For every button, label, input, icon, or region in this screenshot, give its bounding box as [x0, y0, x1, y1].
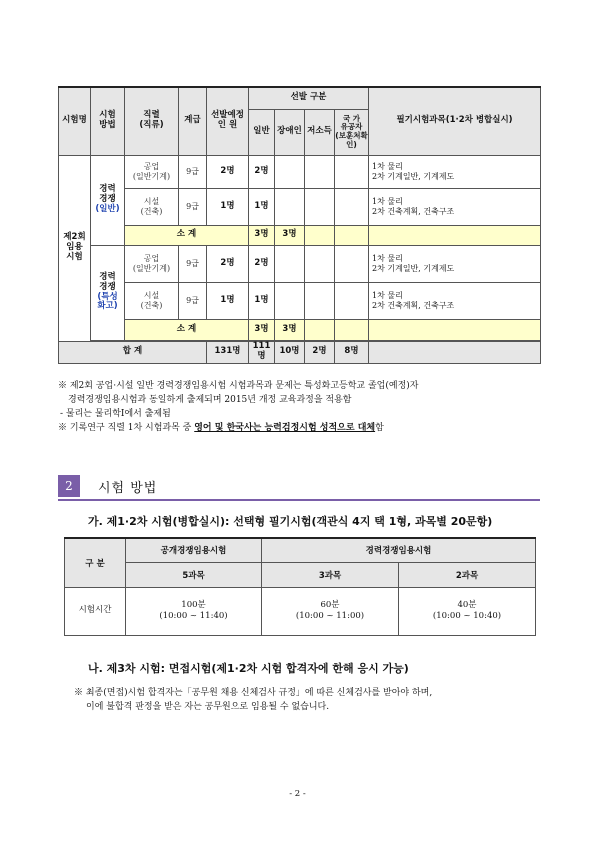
header-job: 직렬 (직류): [125, 87, 179, 155]
total-subjects: [369, 341, 541, 363]
header-selection: 선발 구분: [249, 87, 369, 109]
note-3: [58, 422, 540, 436]
note-3-pre: ※ 기록연구 직렬 1차 시험과목 중: [58, 422, 195, 433]
general-cell: 1명: [249, 188, 275, 225]
total-disabled: 10명: [275, 341, 305, 363]
general-cell: 1명: [249, 282, 275, 319]
total-label: 합 계: [59, 341, 207, 363]
exam-time-table: [64, 537, 536, 636]
col-label: 구 분: [65, 538, 126, 587]
time-career-2: [399, 587, 536, 635]
subtotal-planned: 3명: [249, 319, 275, 340]
lowincome-cell: [305, 155, 335, 188]
note-1b: 경력경쟁임용시험과 동일하게 출제되며 2015년 개정 교육과정을 적용함: [68, 394, 352, 405]
interview-note-line1: ※ 최종(면접)시험 합격자는「공무원 채용 신체검사 규정」에 따른 신체검사를 받아야 하며,: [74, 688, 433, 698]
section-title: 시험 방법: [98, 481, 158, 496]
subjects-cell: 1차 물리 2차 건축계획, 건축구조: [369, 188, 541, 225]
time-career-1: [262, 587, 399, 635]
method-label: 경력 경쟁: [99, 271, 116, 292]
duration: 60분: [320, 599, 340, 610]
disabled-cell: [275, 188, 305, 225]
general-cell: 2명: [249, 155, 275, 188]
header-general: 일반: [249, 109, 275, 155]
disabled-cell: [275, 282, 305, 319]
table-notes: [58, 380, 540, 436]
header-subjects: 필기시험과목(1·2차 병합실시): [369, 87, 541, 155]
merit-cell: [335, 282, 369, 319]
open-subject-count: 5과목: [126, 562, 262, 587]
subtotal-cell: [335, 225, 369, 245]
header-open-exam: 공개경쟁임용시험: [126, 538, 262, 562]
job-cell: 시설 (건축): [125, 188, 179, 225]
total-planned: 131명: [207, 341, 249, 363]
planned-cell: 2명: [207, 155, 249, 188]
grade-cell: 9급: [179, 188, 207, 225]
total-lowincome: 2명: [305, 341, 335, 363]
planned-cell: 1명: [207, 188, 249, 225]
lowincome-cell: [305, 245, 335, 282]
header-grade: 계급: [179, 87, 207, 155]
method-type: (일반): [95, 203, 120, 214]
general-cell: 2명: [249, 245, 275, 282]
page-number: - 2 -: [289, 789, 306, 799]
subsection-interview: 나. 제3차 시험: 면접시험(제1·2차 시험 합격자에 한해 응시 가능): [88, 662, 409, 675]
exam-name: 제2회 임용 시험: [59, 155, 91, 341]
header-disabled: 장애인: [275, 109, 305, 155]
recruitment-table: [58, 86, 541, 364]
subsection-written-exam: 가. 제1·2차 시험(병합실시): 선택형 필기시험(객관식 4지 택 1형, 과목별 20문항): [88, 515, 493, 528]
note-3-post: 함: [375, 422, 384, 433]
time-range: (10:00 ~ 11:40): [159, 611, 228, 621]
job-cell: 공업 (일반기계): [125, 155, 179, 188]
total-general: 111명: [249, 341, 275, 363]
method-general: [91, 155, 125, 245]
header-exam: 시험명: [59, 87, 91, 155]
method-type: (특성 화고): [97, 291, 118, 312]
header-merit: 국 가 유공자 (보훈처확인): [335, 109, 369, 155]
interview-note: [74, 686, 534, 715]
career-subject-count-1: 3과목: [262, 562, 399, 587]
header-method: 시험 방법: [91, 87, 125, 155]
duration: 40분: [457, 599, 477, 610]
merit-cell: [335, 245, 369, 282]
subtotal-cell: [369, 225, 541, 245]
subtotal-general: 3명: [275, 225, 305, 245]
time-range: (10:00 ~ 10:40): [432, 611, 502, 621]
lowincome-cell: [305, 188, 335, 225]
disabled-cell: [275, 155, 305, 188]
section-number: 2: [58, 475, 80, 497]
note-3-emphasis: 영어 및 한국사는 능력검정시험 성적으로 대체: [194, 422, 376, 433]
subtotal-cell: [335, 319, 369, 340]
planned-cell: 1명: [207, 282, 249, 319]
section-header: [58, 473, 540, 501]
career-subject-count-2: 2과목: [399, 562, 536, 587]
total-merit: 8명: [335, 341, 369, 363]
interview-note-line2: 이에 불합격 판정을 받은 자는 공무원으로 임용될 수 없습니다.: [86, 702, 330, 713]
subtotal-label: 소 계: [125, 319, 249, 340]
grade-cell: 9급: [179, 155, 207, 188]
duration: 100분: [181, 599, 206, 610]
method-label: 경력 경쟁: [99, 184, 116, 205]
subtotal-cell: [305, 225, 335, 245]
subtotal-cell: [369, 319, 541, 340]
header-career-exam: 경력경쟁임용시험: [262, 538, 536, 562]
grade-cell: 9급: [179, 282, 207, 319]
method-specialized: [91, 245, 125, 340]
subtotal-label: 소 계: [125, 225, 249, 245]
header-lowincome: 저소득: [305, 109, 335, 155]
subtotal-planned: 3명: [249, 225, 275, 245]
merit-cell: [335, 188, 369, 225]
subtotal-general: 3명: [275, 319, 305, 340]
header-planned: 선발예정 인 원: [207, 87, 249, 155]
subtotal-cell: [305, 319, 335, 340]
subjects-cell: 1차 물리 2차 건축계획, 건축구조: [369, 282, 541, 319]
planned-cell: 2명: [207, 245, 249, 282]
subjects-cell: 1차 물리 2차 기계일반, 기계제도: [369, 155, 541, 188]
lowincome-cell: [305, 282, 335, 319]
note-1a: ※ 제2회 공업·시설 일반 경력경쟁임용시험 시험과목과 문제는 특성화고등학교 졸업(예정)자: [58, 381, 419, 391]
merit-cell: [335, 155, 369, 188]
grade-cell: 9급: [179, 245, 207, 282]
job-cell: 시설 (건축): [125, 282, 179, 319]
job-cell: 공업 (일반기계): [125, 245, 179, 282]
subjects-cell: 1차 물리 2차 기계일반, 기계제도: [369, 245, 541, 282]
disabled-cell: [275, 245, 305, 282]
time-open: [126, 587, 262, 635]
row-label-time: 시험시간: [65, 587, 126, 635]
time-range: (10:00 ~ 11:00): [295, 611, 365, 621]
note-2: - 물리는 물리학Ⅰ에서 출제됨: [60, 408, 171, 419]
